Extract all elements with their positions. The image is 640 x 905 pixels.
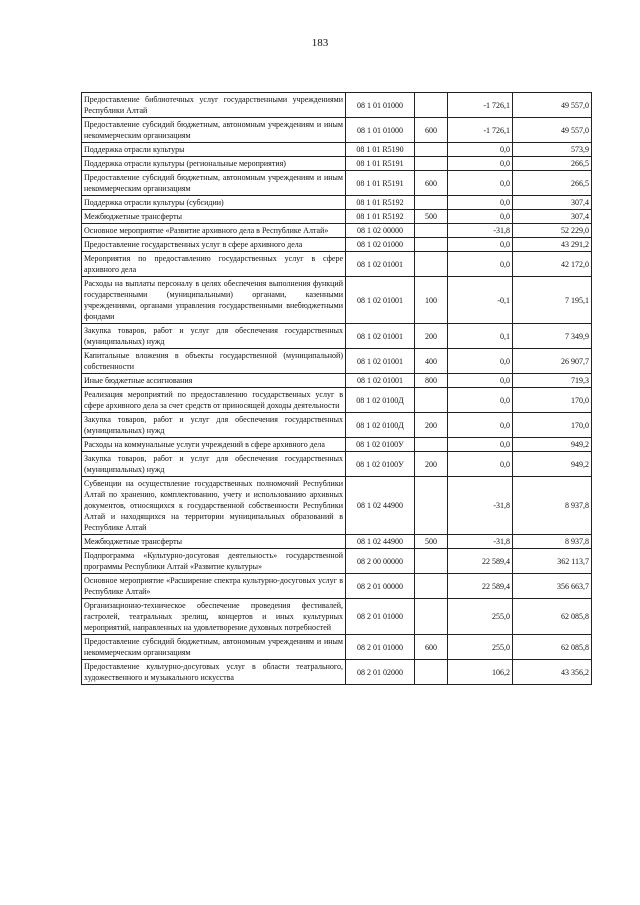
row-name-cell: Иные бюджетные ассигнования [82,374,346,388]
row-name-cell: Предоставление субсидий бюджетным, автономным учреждениям и иным некоммерческим организациям [82,635,346,660]
row-code-cell: 08 1 02 01001 [346,349,415,374]
row-change-amount-cell: 255,0 [448,635,513,660]
row-total-amount-cell: 949,2 [513,452,592,477]
row-name-cell: Межбюджетные трансферты [82,210,346,224]
row-total-amount-cell: 52 229,0 [513,224,592,238]
row-name-cell: Реализация мероприятий по предоставлению государственных услуг в сфере архивного дела за счет средств от приносящей доходы деятельности [82,388,346,413]
row-expense-type-cell [415,196,448,210]
table-row [82,210,592,224]
row-code-cell: 08 2 01 01000 [346,635,415,660]
row-name-cell: Основное мероприятие «Расширение спектра культурно-досуговых услуг в Республике Алтай» [82,574,346,599]
table-row [82,196,592,210]
row-change-amount-cell: -1 726,1 [448,93,513,118]
row-change-amount-cell: -31,8 [448,535,513,549]
row-code-cell: 08 1 02 0100У [346,438,415,452]
table-row [82,549,592,574]
table-row [82,660,592,685]
row-change-amount-cell: -1 726,1 [448,118,513,143]
row-change-amount-cell: -31,8 [448,224,513,238]
row-code-cell: 08 1 01 01000 [346,118,415,143]
table-row [82,477,592,535]
row-total-amount-cell: 356 663,7 [513,574,592,599]
row-expense-type-cell [415,224,448,238]
row-code-cell: 08 1 02 01001 [346,252,415,277]
row-change-amount-cell: 0,0 [448,388,513,413]
row-expense-type-cell [415,438,448,452]
row-code-cell: 08 1 02 44900 [346,535,415,549]
row-code-cell: 08 1 02 01000 [346,238,415,252]
table-row [82,324,592,349]
row-name-cell: Предоставление государственных услуг в сфере архивного дела [82,238,346,252]
row-total-amount-cell: 26 907,7 [513,349,592,374]
row-name-cell: Закупка товаров, работ и услуг для обеспечения государственных (муниципальных) нужд [82,413,346,438]
row-expense-type-cell: 800 [415,374,448,388]
row-expense-type-cell [415,157,448,171]
row-code-cell: 08 1 01 R5191 [346,157,415,171]
row-total-amount-cell: 573,9 [513,143,592,157]
row-change-amount-cell: 0,0 [448,238,513,252]
row-total-amount-cell: 170,0 [513,388,592,413]
row-code-cell: 08 1 02 0100Д [346,388,415,413]
row-change-amount-cell: -0,1 [448,277,513,324]
page-number: 183 [311,37,329,49]
row-total-amount-cell: 719,3 [513,374,592,388]
row-name-cell: Расходы на коммунальные услуги учреждений в сфере архивного дела [82,438,346,452]
row-name-cell: Капитальные вложения в объекты государственной (муниципальной) собственности [82,349,346,374]
row-change-amount-cell: 0,0 [448,171,513,196]
row-expense-type-cell: 600 [415,635,448,660]
row-change-amount-cell: 0,0 [448,452,513,477]
table-row [82,224,592,238]
row-code-cell: 08 1 02 01001 [346,374,415,388]
row-total-amount-cell: 266,5 [513,171,592,196]
row-code-cell: 08 2 01 01000 [346,599,415,635]
row-change-amount-cell: 0,0 [448,438,513,452]
row-name-cell: Мероприятия по предоставлению государственных услуг в сфере архивного дела [82,252,346,277]
table-row [82,252,592,277]
row-code-cell: 08 1 02 0100Д [346,413,415,438]
row-expense-type-cell [415,549,448,574]
row-name-cell: Поддержка отрасли культуры (субсидии) [82,196,346,210]
row-name-cell: Расходы на выплаты персоналу в целях обеспечения выполнения функций государственными (муниципальными) органами, казенными учреждениями, органами управления государственными внебюджетными фондами [82,277,346,324]
row-total-amount-cell: 43 291,2 [513,238,592,252]
row-code-cell: 08 1 01 R5192 [346,210,415,224]
row-total-amount-cell: 266,5 [513,157,592,171]
row-expense-type-cell [415,574,448,599]
table-row [82,635,592,660]
table-row [82,349,592,374]
row-expense-type-cell [415,143,448,157]
row-expense-type-cell [415,388,448,413]
table-row [82,388,592,413]
row-expense-type-cell: 600 [415,171,448,196]
row-change-amount-cell: 0,0 [448,143,513,157]
row-code-cell: 08 2 00 00000 [346,549,415,574]
row-code-cell: 08 1 02 01001 [346,277,415,324]
row-expense-type-cell [415,599,448,635]
row-code-cell: 08 1 02 00000 [346,224,415,238]
row-total-amount-cell: 62 085,8 [513,599,592,635]
row-total-amount-cell: 8 937,8 [513,535,592,549]
row-total-amount-cell: 307,4 [513,196,592,210]
table-row [82,413,592,438]
row-total-amount-cell: 42 172,0 [513,252,592,277]
table-row [82,374,592,388]
row-name-cell: Подпрограмма «Культурно-досуговая деятельность» государственной программы Республики Алтай «Развитие культуры» [82,549,346,574]
table-row [82,277,592,324]
row-total-amount-cell: 49 557,0 [513,118,592,143]
row-expense-type-cell: 600 [415,118,448,143]
row-expense-type-cell: 500 [415,210,448,224]
row-total-amount-cell: 43 356,2 [513,660,592,685]
row-change-amount-cell: 0,0 [448,252,513,277]
row-expense-type-cell: 500 [415,535,448,549]
row-name-cell: Субвенции на осуществление государственных полномочий Республики Алтай по хранению, комплектованию, учету и использованию архивных документов, относящихся к государственной собственности Республики Алтай и находящихся на территории муниципальных образований в Республике Алтай [82,477,346,535]
row-name-cell: Предоставление библиотечных услуг государственными учреждениями Республики Алтай [82,93,346,118]
row-expense-type-cell: 200 [415,324,448,349]
row-code-cell: 08 2 01 02000 [346,660,415,685]
table-row [82,438,592,452]
row-name-cell: Организационно-техническое обеспечение проведения фестивалей, гастролей, театральных зрелищ, концертов и иных культурных мероприятий, направленных на удовлетворение духовных потребностей [82,599,346,635]
row-name-cell: Предоставление субсидий бюджетным, автономным учреждениям и иным некоммерческим организациям [82,118,346,143]
row-total-amount-cell: 170,0 [513,413,592,438]
table-row [82,535,592,549]
row-name-cell: Межбюджетные трансферты [82,535,346,549]
budget-table [81,92,592,685]
table-row [82,171,592,196]
row-total-amount-cell: 49 557,0 [513,93,592,118]
row-change-amount-cell: 0,1 [448,324,513,349]
table-row [82,599,592,635]
row-code-cell: 08 1 01 R5192 [346,196,415,210]
row-total-amount-cell: 7 349,9 [513,324,592,349]
row-change-amount-cell: 22 589,4 [448,549,513,574]
row-name-cell: Предоставление субсидий бюджетным, автономным учреждениям и иным некоммерческим организациям [82,171,346,196]
row-name-cell: Поддержка отрасли культуры [82,143,346,157]
row-code-cell: 08 1 02 44900 [346,477,415,535]
row-change-amount-cell: 255,0 [448,599,513,635]
row-total-amount-cell: 362 113,7 [513,549,592,574]
row-name-cell: Закупка товаров, работ и услуг для обеспечения государственных (муниципальных) нужд [82,324,346,349]
row-change-amount-cell: 0,0 [448,413,513,438]
row-name-cell: Закупка товаров, работ и услуг для обеспечения государственных (муниципальных) нужд [82,452,346,477]
row-expense-type-cell [415,93,448,118]
row-change-amount-cell: 0,0 [448,374,513,388]
row-expense-type-cell [415,660,448,685]
row-expense-type-cell [415,252,448,277]
row-code-cell: 08 1 02 0100У [346,452,415,477]
row-change-amount-cell: -31,8 [448,477,513,535]
row-name-cell: Поддержка отрасли культуры (региональные мероприятия) [82,157,346,171]
row-change-amount-cell: 22 589,4 [448,574,513,599]
row-change-amount-cell: 0,0 [448,349,513,374]
row-expense-type-cell [415,238,448,252]
row-code-cell: 08 1 01 01000 [346,93,415,118]
row-total-amount-cell: 62 085,8 [513,635,592,660]
row-name-cell: Основное мероприятие «Развитие архивного дела в Республике Алтай» [82,224,346,238]
row-change-amount-cell: 0,0 [448,157,513,171]
row-total-amount-cell: 7 195,1 [513,277,592,324]
table-row [82,452,592,477]
table-row [82,143,592,157]
row-expense-type-cell: 400 [415,349,448,374]
row-name-cell: Предоставление культурно-досуговых услуг в области театрального, художественного и музыкального искусства [82,660,346,685]
row-code-cell: 08 1 01 R5190 [346,143,415,157]
row-code-cell: 08 2 01 00000 [346,574,415,599]
row-expense-type-cell: 100 [415,277,448,324]
row-expense-type-cell: 200 [415,413,448,438]
row-total-amount-cell: 949,2 [513,438,592,452]
row-total-amount-cell: 307,4 [513,210,592,224]
table-row [82,238,592,252]
row-expense-type-cell: 200 [415,452,448,477]
table-row [82,157,592,171]
row-change-amount-cell: 106,2 [448,660,513,685]
row-code-cell: 08 1 02 01001 [346,324,415,349]
table-row [82,93,592,118]
row-expense-type-cell [415,477,448,535]
row-code-cell: 08 1 01 R5191 [346,171,415,196]
table-row [82,118,592,143]
budget-table-body [82,93,592,685]
row-change-amount-cell: 0,0 [448,196,513,210]
row-total-amount-cell: 8 937,8 [513,477,592,535]
table-row [82,574,592,599]
row-change-amount-cell: 0,0 [448,210,513,224]
